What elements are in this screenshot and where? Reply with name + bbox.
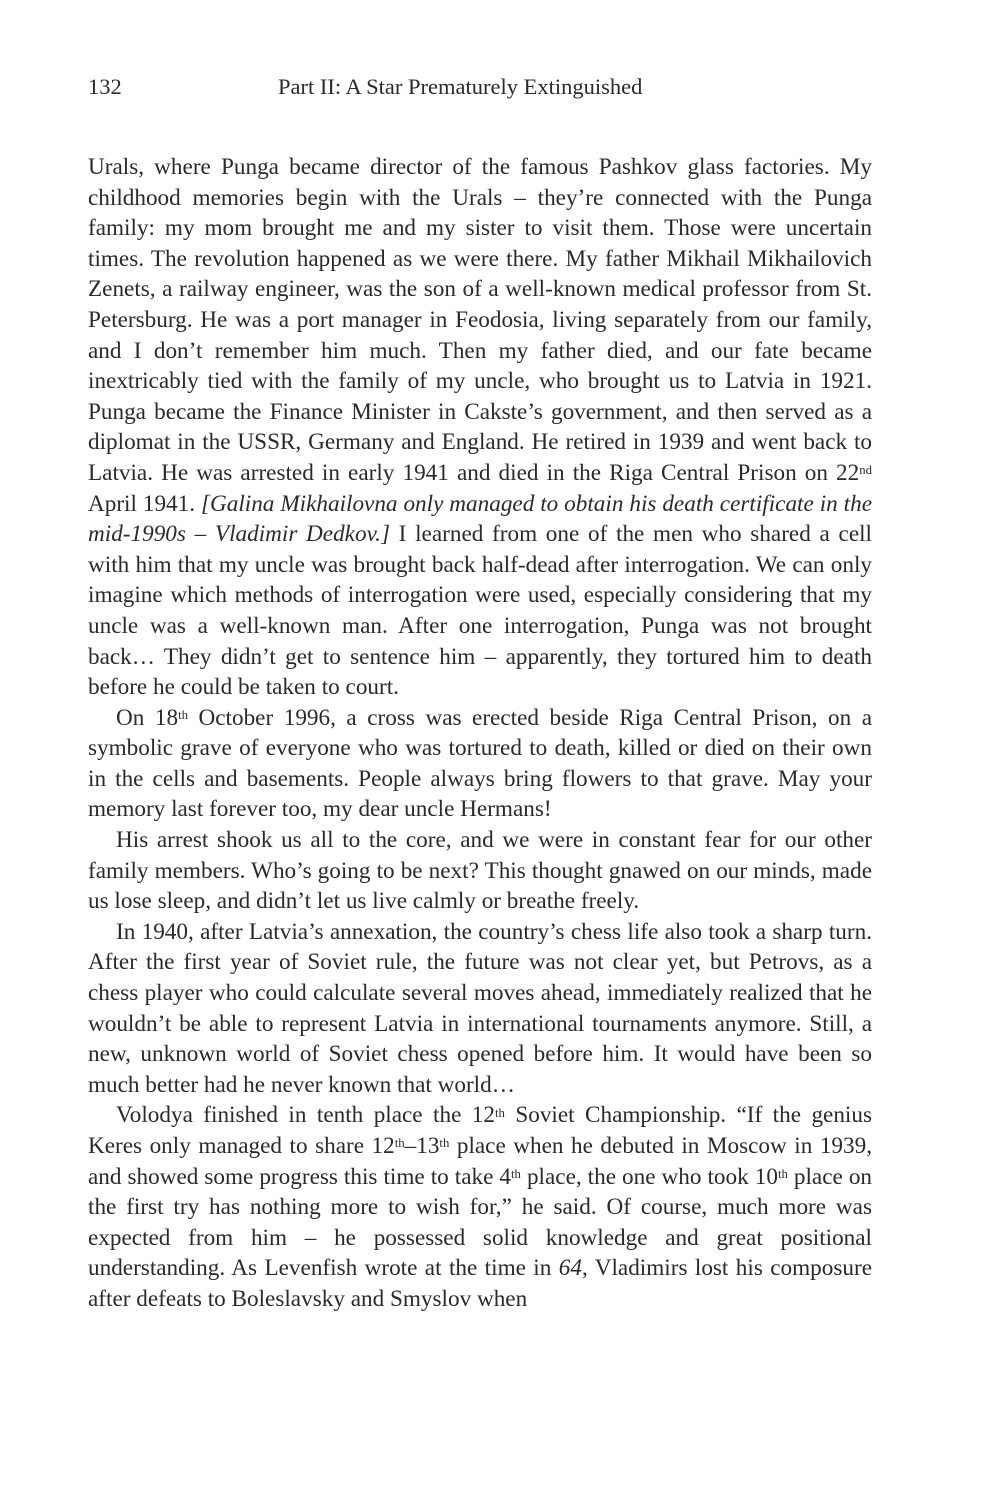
superscript: th — [777, 1166, 788, 1181]
text-run: place when he debuted in Moscow in 1939, and showed some progress this time to take 4 — [88, 1133, 872, 1190]
page-header — [88, 74, 872, 108]
superscript: th — [394, 1136, 405, 1151]
superscript: th — [511, 1166, 521, 1181]
paragraph — [88, 825, 872, 917]
text-run: –13 — [404, 1133, 440, 1159]
superscript: nd — [859, 463, 872, 478]
superscript: th — [439, 1136, 450, 1151]
text-run: , Vladimirs lost his composure after defeats to Boleslavsky and Smyslov when — [88, 1255, 872, 1312]
body-text — [88, 152, 872, 1315]
superscript: th — [494, 1105, 505, 1120]
superscript: th — [178, 707, 188, 722]
text-run: place, the one who took 10 — [520, 1163, 778, 1190]
italic-text: 64 — [558, 1255, 582, 1282]
text-run: Soviet Championship. “If the genius Keres only managed to share 12 — [88, 1102, 872, 1159]
text-run: Urals, where Punga became director of the famous Pashkov glass factories. My childhood memories begin with the Urals – they’re connected with the Punga family: my mom brought me and my sister to visit them. Those were uncertain times. The revolution happened as we were there. My father Mikhail Mikhailovich Zenets, a railway engineer, was the son of a well-known medical professor from St. Petersburg. He was a port manager in Feodosia, living separately from our family, and I don’t remember him much. Then my father died, and our fate became inextricably tied with the family of my uncle, who brought us to Latvia in 1921. Punga became the Finance Minister in Cakste’s government, and then served as a diplomat in the USSR, Germany and England. He retired in 1939 and went back to Latvia. He was arrested in early 1941 and died in the Riga Central Prison on 22 — [88, 154, 872, 486]
text-run: October 1996, a cross was erected beside Riga Central Prison, on a symbolic grave of everyone who was tortured to death, killed or died on their own in the cells and basements. People always bring flowers to that grave. May your memory last forever too, my dear uncle Hermans! — [88, 704, 872, 823]
page-number: 132 — [88, 74, 122, 99]
italic-text: [Galina Mikhailovna only managed to obtain his death certificate in the mid-1990s – Vladimir Dedkov.] — [88, 490, 872, 548]
paragraph — [88, 152, 872, 703]
text-run: place on the first try has nothing more to wish for,” he said. Of course, much more was expected from him – he possessed solid knowledge and great positional understanding. As Levenfish wrote at the time in — [88, 1163, 873, 1282]
paragraph — [88, 917, 872, 1101]
paragraph — [88, 703, 872, 825]
paragraph — [88, 1100, 872, 1314]
running-head: Part II: A Star Prematurely Extinguished — [278, 74, 643, 99]
text-run: On 18 — [116, 704, 179, 731]
text-run: Volodya finished in tenth place the 12 — [116, 1102, 495, 1129]
text-run: His arrest shook us all to the core, and we were in constant fear for our other family members. Who’s going to be next? This thought gnawed on our minds, made us lose sleep, and didn’t let us live calmly or breathe freely. — [88, 827, 872, 915]
text-run: In 1940, after Latvia’s annexation, the country’s chess life also took a sharp turn. After the first year of Soviet rule, the future was not clear yet, but Petrovs, as a chess player who could calculate several moves ahead, immediately realized that he wouldn’t be able to represent Latvia in international tournaments anymore. Still, a new, unknown world of Soviet chess opened before him. It would have been so much better had he never known that world… — [88, 918, 872, 1098]
text-run: I learned from one of the men who shared a cell with him that my uncle was brought back half-dead after interrogation. We can only imagine which methods of interrogation were used, especially considering that my uncle was a well-known man. After one interrogation, Punga was not brought back… They didn’t get to sentence him – apparently, they tortured him to death before he could be taken to court. — [88, 521, 872, 701]
text-run: April 1941. — [88, 490, 201, 517]
